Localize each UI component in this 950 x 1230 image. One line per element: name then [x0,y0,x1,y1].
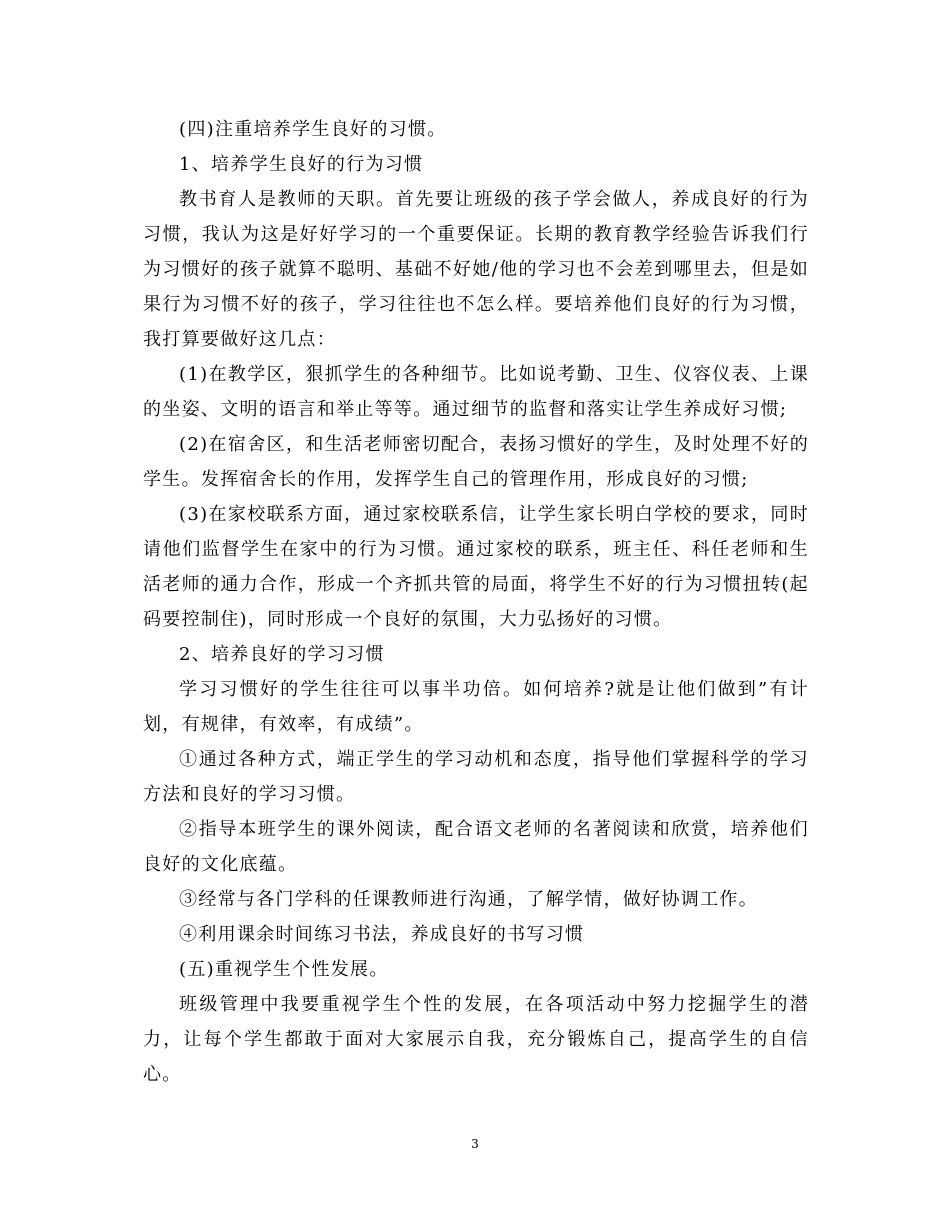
page-number: 3 [471,1137,479,1151]
list-item-home-school: (3)在家校联系方面，通过家校联系信，让学生家长明白学校的要求，同时请他们监督学生在家中的行为习惯。通过家校的联系，班主任、科任老师和生活老师的通力合作，形成一个齐抓共管的局面，将学生不好的行为习惯扭转(起码要控制住)，同时形成一个良好的氛围，大力弘扬好的习惯。 [143,504,809,630]
list-item-teaching-area: (1)在教学区，狠抓学生的各种细节。比如说考勤、卫生、仪容仪表、上课的坐姿、文明的语言和举止等等。通过细节的监督和落实让学生养成好习惯; [143,364,809,420]
document-body [143,112,809,1092]
paragraph-teaching-duty: 教书育人是教师的天职。首先要让班级的孩子学会做人，养成良好的行为习惯，我认为这是好好学习的一个重要保证。长期的教育教学经验告诉我们行为习惯好的孩子就算不聪明、基础不好她/他的学习也不会差到哪里去，但是如果行为习惯不好的孩子，学习往往也不怎么样。要培养他们良好的行为习惯，我打算要做好这几点： [143,189,809,350]
list-item-communication: ③经常与各门学科的任课教师进行沟通，了解学情，做好协调工作。 [179,889,758,910]
list-item-dormitory-area: (2)在宿舍区，和生活老师密切配合，表扬习惯好的学生，及时处理不好的学生。发挥宿舍长的作用，发挥学生自己的管理作用，形成良好的习惯; [143,434,809,490]
list-item-calligraphy: ④利用课余时间练习书法，养成良好的书写习惯 [179,924,585,945]
section-heading-individuality: (五)重视学生个性发展。 [179,959,389,980]
list-item-motivation: ①通过各种方式，端正学生的学习动机和态度，指导他们掌握科学的学习方法和良好的学习习惯。 [143,749,809,805]
paragraph-study-habits: 学习习惯好的学生往往可以事半功倍。如何培养?就是让他们做到”有计划，有规律，有效率，有成绩”。 [143,679,809,735]
subheading-study-habits: 2、培养良好的学习习惯 [179,644,385,665]
subheading-behavior-habits: 1、培养学生良好的行为习惯 [179,154,424,175]
section-heading-habits: (四)注重培养学生良好的习惯。 [179,119,447,140]
paragraph-individuality: 班级管理中我要重视学生个性的发展，在各项活动中努力挖掘学生的潜力，让每个学生都敢于面对大家展示自我，充分锻炼自己，提高学生的自信心。 [143,994,809,1085]
list-item-reading: ②指导本班学生的课外阅读，配合语文老师的名著阅读和欣赏，培养他们良好的文化底蕴。 [143,819,809,875]
